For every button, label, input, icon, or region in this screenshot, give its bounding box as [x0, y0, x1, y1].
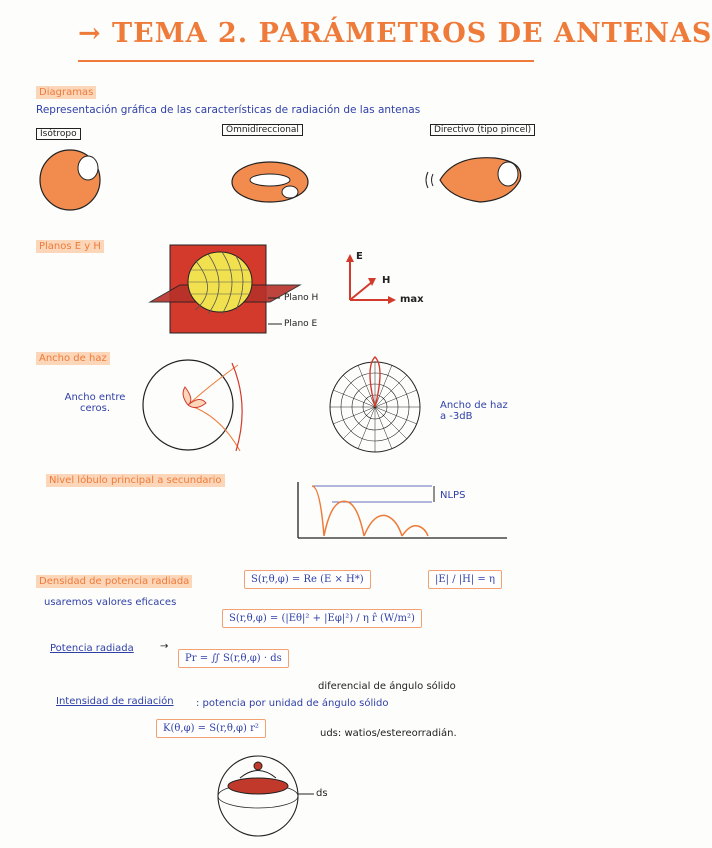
axis-h-label: H: [382, 275, 391, 286]
potencia-formula: Pr = ∬ S(r,θ,φ) · ds: [178, 649, 289, 668]
page-title: → TEMA 2. PARÁMETROS DE ANTENAS: [78, 18, 712, 49]
ancho-3db-label: Ancho de haz a -3dB: [440, 400, 508, 422]
solid-angle-sphere-drawing: [210, 748, 320, 843]
intensidad-description: : potencia por unidad de ángulo sólido: [196, 698, 389, 709]
directive-beam-drawing: [426, 158, 521, 202]
intensidad-heading: Intensidad de radiación: [56, 696, 174, 707]
title-underline: [78, 60, 534, 62]
diagramas-description: Representación gráfica de las características de radiación de las antenas: [36, 104, 421, 116]
diagramas-heading: Diagramas: [36, 86, 96, 99]
plano-h-label: Plano H: [284, 293, 319, 303]
valores-eficaces-note: usaremos valores eficaces: [44, 597, 177, 608]
impedance-ratio: |E| / |H| = η: [428, 570, 502, 589]
isotropic-sphere-drawing: [40, 150, 100, 210]
plano-e-label: Plano E: [284, 319, 318, 329]
nlps-label: NLPS: [440, 490, 466, 501]
polar-3db-drawing: [330, 357, 420, 452]
radiation-pattern-illustrations: [0, 140, 600, 210]
sidelobe-level-chart: [292, 478, 512, 540]
nivel-lobulo-heading: Nivel lóbulo principal a secundario: [46, 474, 225, 487]
potencia-arrow: →: [160, 641, 169, 652]
densidad-heading: Densidad de potencia radiada: [36, 575, 192, 588]
type-directivo: Directivo (tipo pincel): [430, 124, 535, 136]
intensidad-units: uds: watios/estereorradián.: [320, 728, 457, 739]
axis-max-label: max: [400, 294, 424, 305]
zero-beamwidth-drawing: [143, 360, 242, 451]
ancho-entre-ceros-label: Ancho entre ceros.: [64, 392, 126, 414]
potencia-heading: Potencia radiada: [50, 643, 134, 654]
poynting-formula: S(r,θ,φ) = Re (E × H*): [244, 570, 371, 589]
axis-e-label: E: [356, 251, 363, 262]
omnidirectional-torus-drawing: [232, 162, 308, 202]
density-formula: S(r,θ,φ) = (|Eθ|² + |Eφ|²) / η r̂ (W/m²): [222, 609, 422, 628]
type-isotropo: Isótropo: [36, 128, 81, 140]
type-omnidireccional: Omnidireccional: [222, 124, 303, 136]
beamwidth-diagrams: [140, 355, 440, 465]
ancho-haz-heading: Ancho de haz: [36, 352, 110, 365]
planos-heading: Planos E y H: [36, 240, 104, 253]
intensidad-formula: K(θ,φ) = S(r,θ,φ) r²: [156, 719, 266, 738]
angulo-solido-note: diferencial de ángulo sólido: [318, 681, 456, 692]
ds-label: ds: [316, 788, 328, 799]
